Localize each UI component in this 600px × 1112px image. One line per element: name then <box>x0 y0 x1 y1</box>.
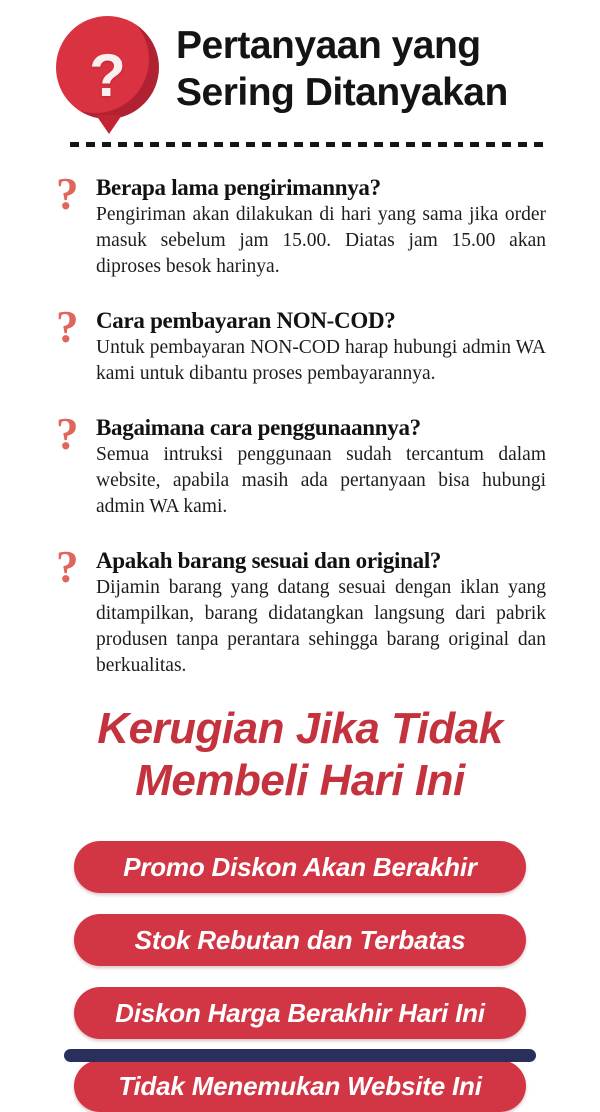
faq-question: Bagaimana cara penggunaannya? <box>96 415 421 440</box>
loss-section-heading <box>0 703 600 807</box>
loss-heading-line1: Kerugian Jika Tidak <box>97 704 503 753</box>
dashed-divider <box>70 142 548 147</box>
faq-item-payment <box>56 302 546 387</box>
faq-question: Berapa lama pengirimannya? <box>96 175 381 200</box>
faq-answer: Pengiriman akan dilakukan di hari yang sama jika order masuk sebelum jam 15.00. Diatas jam 15.00 akan diproses besok harinya. <box>96 204 546 277</box>
website-not-found-button[interactable]: Tidak Menemukan Website Ini <box>74 1060 526 1112</box>
promo-ends-button[interactable]: Promo Diskon Akan Berakhir <box>74 841 526 893</box>
page-title-line1: Pertanyaan yang <box>176 24 481 67</box>
page-title-line2: Sering Ditanyakan <box>176 71 508 114</box>
question-balloon-icon <box>56 16 162 138</box>
section-divider-bar <box>64 1049 536 1062</box>
question-mark-icon: ? <box>56 169 79 219</box>
loss-heading-line2: Membeli Hari Ini <box>135 756 465 805</box>
question-mark-icon: ? <box>56 302 79 352</box>
faq-question: Cara pembayaran NON-COD? <box>96 308 396 333</box>
discount-ends-today-button[interactable]: Diskon Harga Berakhir Hari Ini <box>74 987 526 1039</box>
faq-item-usage <box>56 409 546 520</box>
faq-list <box>0 169 600 679</box>
question-mark-icon: ? <box>56 542 79 592</box>
faq-question: Apakah barang sesuai dan original? <box>96 548 442 573</box>
faq-item-shipping <box>56 169 546 280</box>
faq-answer: Dijamin barang yang datang sesuai dengan iklan yang ditampilkan, barang didatangkan langsung dari pabrik produsen tanpa perantara sehingga barang original dan berkualitas. <box>96 577 546 676</box>
limited-stock-button[interactable]: Stok Rebutan dan Terbatas <box>74 914 526 966</box>
loss-button-list <box>0 841 600 1112</box>
page-header <box>0 0 600 138</box>
balloon-question-glyph: ? <box>89 42 126 109</box>
faq-answer: Semua intruksi penggunaan sudah tercantum dalam website, apabila masih ada pertanyaan bisa hubungi admin WA kami. <box>96 444 546 517</box>
faq-item-originality <box>56 542 546 679</box>
faq-answer: Untuk pembayaran NON-COD harap hubungi admin WA kami untuk dibantu proses pembayarannya. <box>96 337 546 384</box>
page-title <box>176 22 508 116</box>
question-mark-icon: ? <box>56 409 79 459</box>
